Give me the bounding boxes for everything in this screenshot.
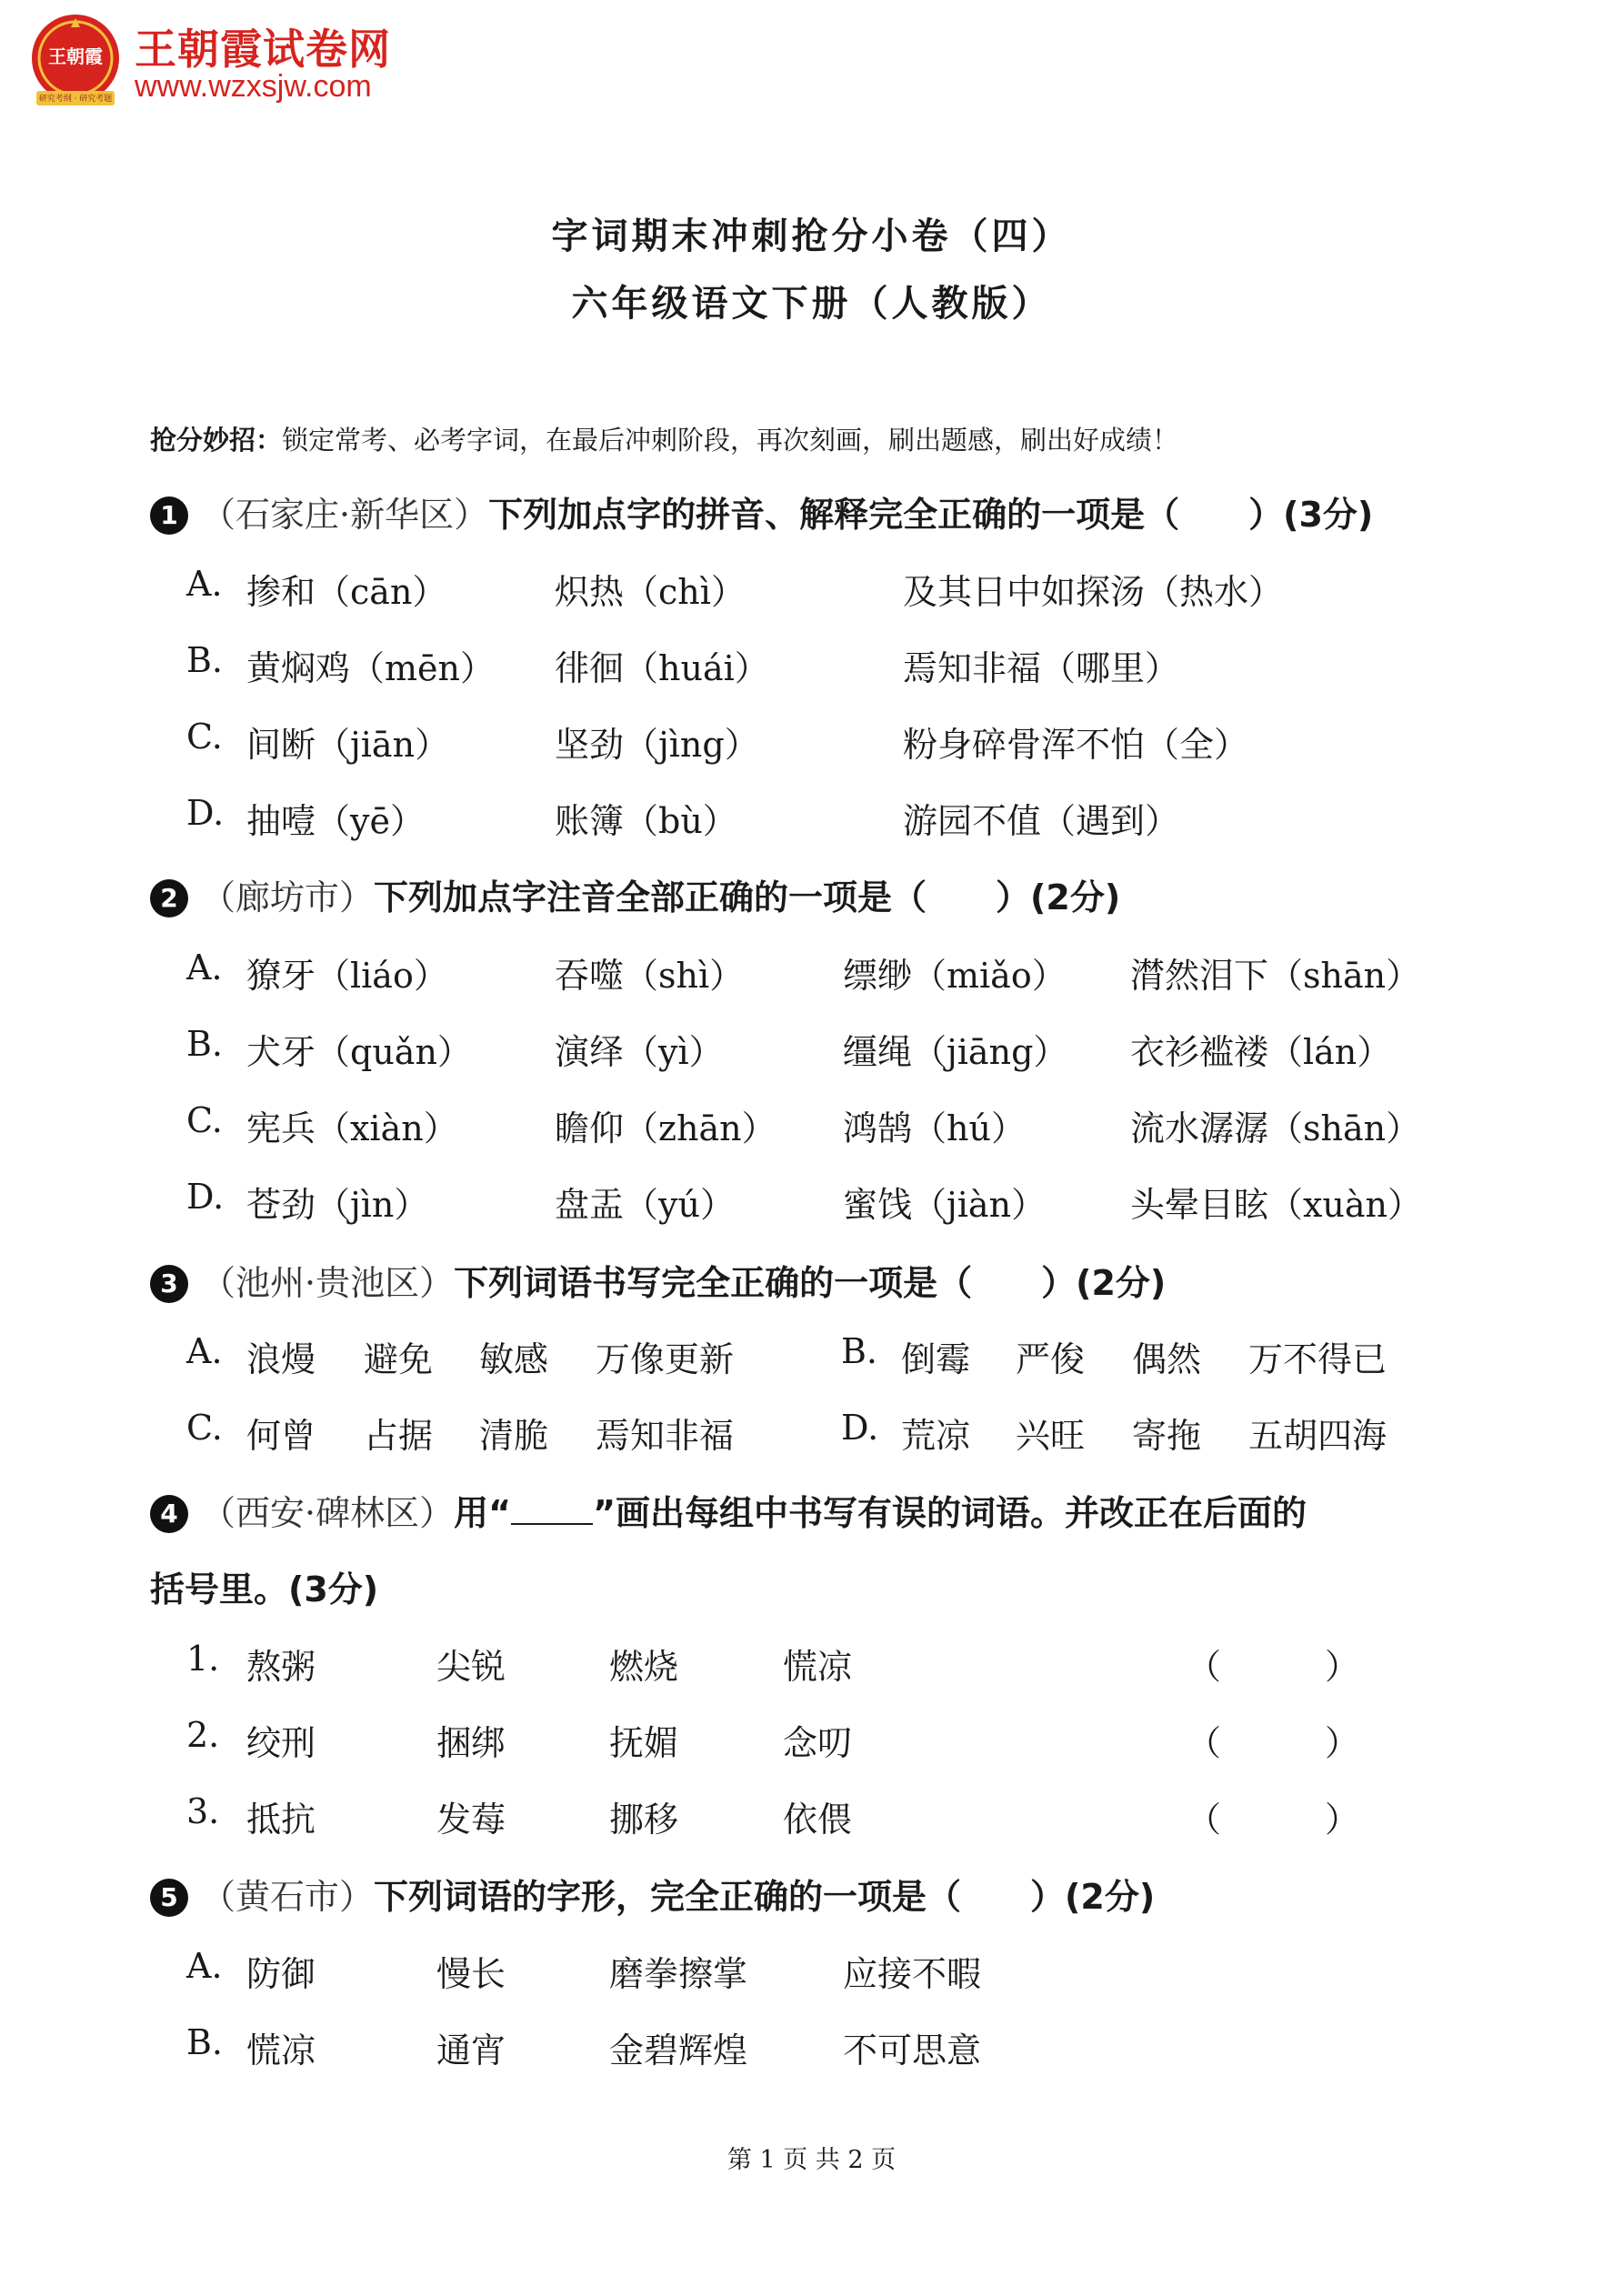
question-stem: 括号里。(3分) — [150, 1569, 379, 1609]
option-item: 慢长 — [436, 1954, 506, 1994]
question-number-5: 5 — [150, 1879, 188, 1917]
question-2 — [150, 869, 1120, 919]
option-item: 慌凉 — [246, 2030, 316, 2070]
question-number-4: 4 — [150, 1495, 188, 1533]
option-item: 缰绳（jiāng） — [843, 1032, 1068, 1072]
logo-badge-text: 王朝霞 — [48, 45, 103, 67]
option-item: 缥缈（miǎo） — [843, 956, 1067, 996]
word-item: 抚媚 — [609, 1723, 679, 1763]
option-item: 潸然泪下（shān） — [1130, 956, 1421, 996]
question-stem: 下列词语书写完全正确的一项是（ ）(2分) — [454, 1263, 1167, 1303]
item-label: 3. — [186, 1791, 220, 1831]
option-item: 通宵 — [436, 2030, 506, 2070]
option-label: B. — [186, 2022, 224, 2062]
option-label: D. — [841, 1408, 879, 1448]
option-item: 流水潺潺（shān） — [1130, 1108, 1421, 1148]
word-item: 熬粥 — [246, 1647, 316, 1687]
word-item: 慌凉 — [783, 1647, 853, 1687]
option-item: 防御 — [246, 1954, 316, 1994]
option-item: 清脆 — [479, 1416, 549, 1456]
option-label: B. — [186, 640, 224, 680]
option-label: B. — [841, 1331, 878, 1371]
option-item: 吞噬（shì） — [555, 956, 745, 996]
question-4-cont — [150, 1561, 378, 1611]
word-item: 绞刑 — [246, 1723, 316, 1763]
option-item: 不可思意 — [843, 2030, 982, 2070]
item-label: 2. — [186, 1715, 220, 1755]
option-item: 演绎（yì） — [555, 1032, 724, 1072]
question-1 — [150, 486, 1373, 536]
answer-parens[interactable]: （ ） — [1187, 1723, 1360, 1763]
word-item: 燃烧 — [609, 1647, 679, 1687]
question-source: （廊坊市） — [201, 877, 375, 917]
option-item: 间断（jiān） — [246, 725, 450, 765]
page-subtitle: 六年级语文下册（人教版） — [571, 283, 1052, 325]
option-label: A. — [186, 564, 223, 604]
page-footer: 第 1 页 共 2 页 — [726, 2146, 897, 2174]
option-item: 坚劲（jìng） — [555, 725, 759, 765]
option-item: 何曾 — [246, 1416, 316, 1456]
word-item: 抵抗 — [246, 1800, 316, 1840]
option-item: 头晕目眩（xuàn） — [1130, 1185, 1423, 1225]
word-item: 依偎 — [783, 1800, 853, 1840]
word-item: 发莓 — [436, 1800, 506, 1840]
question-number-2: 2 — [150, 879, 188, 917]
option-item: 黄焖鸡（mēn） — [246, 648, 495, 688]
option-item: 游园不值（遇到） — [903, 801, 1180, 841]
option-item: 徘徊（huái） — [555, 648, 769, 688]
word-item: 捆绑 — [436, 1723, 506, 1763]
tip-line — [150, 420, 1178, 457]
word-item: 挪移 — [609, 1800, 679, 1840]
item-label: 1. — [186, 1639, 220, 1679]
logo-url: www.wzxsjw.com — [135, 69, 372, 104]
option-item: 及其日中如探汤（热水） — [903, 572, 1284, 612]
option-label: C. — [186, 717, 223, 757]
option-label: C. — [186, 1100, 223, 1140]
option-item: 金碧辉煌 — [609, 2030, 748, 2070]
option-item: 鸿鹄（hú） — [843, 1108, 1026, 1148]
option-item: 焉知非福（哪里） — [903, 648, 1180, 688]
logo-badge-ribbon: 研究考纲 · 研究考题 — [38, 95, 113, 104]
question-stem: 用“ — [454, 1493, 512, 1533]
option-item: 偶然 — [1132, 1339, 1202, 1379]
option-item: 掺和（cān） — [246, 572, 447, 612]
question-source: （石家庄·新华区） — [201, 495, 489, 535]
question-source: （池州·贵池区） — [201, 1263, 455, 1303]
page-title: 字词期末冲刺抢分小卷（四） — [551, 216, 1072, 257]
question-number-1: 1 — [150, 496, 188, 535]
option-item: 炽热（chì） — [555, 572, 746, 612]
option-item: 应接不暇 — [843, 1954, 982, 1994]
tip-label: 抢分妙招： — [150, 425, 283, 456]
option-item: 抽噎（yē） — [246, 801, 425, 841]
option-label: A. — [186, 1331, 223, 1371]
option-item: 粉身碎骨浑不怕（全） — [903, 725, 1249, 765]
question-5 — [150, 1869, 1155, 1919]
question-stem: 下列词语的字形，完全正确的一项是（ ）(2分) — [374, 1877, 1156, 1917]
question-number-3: 3 — [150, 1265, 188, 1303]
option-item: 账簿（bù） — [555, 801, 737, 841]
option-item: 兴旺 — [1016, 1416, 1086, 1456]
option-item: 占据 — [364, 1416, 434, 1456]
option-label: D. — [186, 1177, 225, 1217]
option-item: 磨拳擦掌 — [609, 1954, 748, 1994]
option-item: 獠牙（liáo） — [246, 956, 448, 996]
option-item: 瞻仰（zhān） — [555, 1108, 776, 1148]
option-item: 盘盂（yú） — [555, 1185, 735, 1225]
question-source: （黄石市） — [201, 1877, 375, 1917]
option-label: B. — [186, 1024, 224, 1064]
option-item: 万像更新 — [596, 1339, 735, 1379]
question-3 — [150, 1255, 1166, 1305]
question-4 — [150, 1485, 1307, 1535]
option-item: 敏感 — [479, 1339, 549, 1379]
option-item: 万不得已 — [1248, 1339, 1388, 1379]
option-item: 寄拖 — [1132, 1416, 1202, 1456]
option-label: D. — [186, 793, 225, 833]
option-item: 五胡四海 — [1248, 1416, 1388, 1456]
option-label: A. — [186, 947, 223, 988]
word-item: 念叨 — [783, 1723, 853, 1763]
question-stem: ”画出每组中书写有误的词语。并改正在后面的 — [593, 1493, 1307, 1533]
question-stem: 下列加点字的拼音、解释完全正确的一项是（ ）(3分) — [488, 495, 1374, 535]
option-item: 焉知非福 — [596, 1416, 735, 1456]
option-item: 荒凉 — [901, 1416, 971, 1456]
option-item: 严俊 — [1016, 1339, 1086, 1379]
option-item: 蜜饯（jiàn） — [843, 1185, 1047, 1225]
option-item: 倒霉 — [901, 1339, 971, 1379]
option-item: 避免 — [364, 1339, 434, 1379]
option-item: 浪熳 — [246, 1339, 316, 1379]
answer-parens[interactable]: （ ） — [1187, 1800, 1360, 1840]
answer-parens[interactable]: （ ） — [1187, 1647, 1360, 1687]
option-item: 苍劲（jìn） — [246, 1185, 429, 1225]
question-source: （西安·碑林区） — [201, 1493, 455, 1533]
option-item: 宪兵（xiàn） — [246, 1108, 458, 1148]
site-logo[interactable] — [25, 11, 416, 111]
option-item: 犬牙（quǎn） — [246, 1032, 472, 1072]
word-item: 尖锐 — [436, 1647, 506, 1687]
tip-text: 锁定常考、必考字词，在最后冲刺阶段，再次刻画，刷出题感，刷出好成绩！ — [282, 425, 1179, 456]
option-label: C. — [186, 1408, 223, 1448]
question-stem: 下列加点字注音全部正确的一项是（ ）(2分) — [374, 877, 1121, 917]
logo-name: 王朝霞试卷网 — [135, 25, 391, 74]
option-label: A. — [186, 1946, 223, 1986]
underline-blank — [511, 1496, 593, 1525]
option-item: 衣衫褴褛（lán） — [1130, 1032, 1392, 1072]
